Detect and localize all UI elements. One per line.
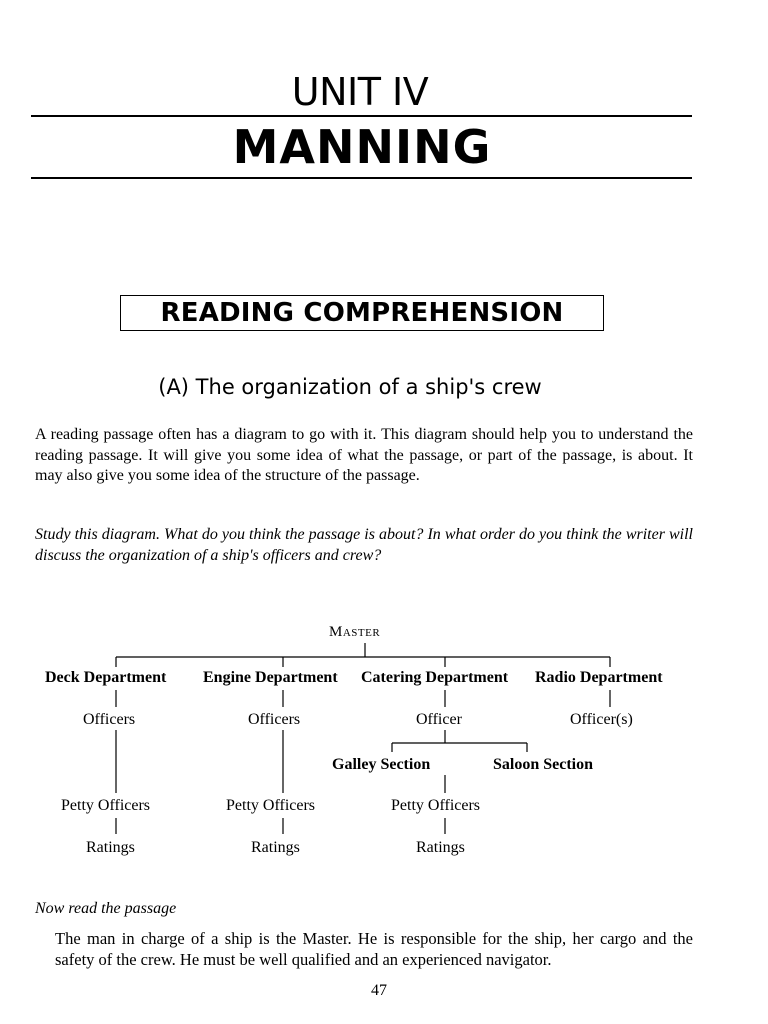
org-deck-department: Deck Department: [45, 669, 167, 686]
subheading: (A) The organization of a ship's crew: [158, 375, 542, 399]
org-catering-officer: Officer: [416, 711, 462, 728]
org-catering-petty-officers: Petty Officers: [391, 797, 481, 814]
org-radio-officers: Officer(s): [570, 711, 633, 728]
org-engine-department: Engine Department: [203, 669, 338, 686]
passage-lead: Now read the passage: [35, 900, 177, 917]
org-catering-ratings: Ratings: [416, 839, 465, 856]
intro-paragraph: A reading passage often has a diagram to go with it. This diagram should help you to understand the reading passage. It will give you some idea of what the passage, or part of the passage, is about. It may also give you some idea of the structure of the passage.: [35, 426, 693, 484]
intro-question: Study this diagram. What do you think the passage is about? In what order do you think the writer will discuss the organization of a ship's officers and crew?: [35, 526, 693, 564]
org-radio-department: Radio Department: [535, 669, 663, 686]
org-saloon-section: Saloon Section: [493, 756, 594, 773]
org-engine-officers: Officers: [248, 711, 301, 728]
org-deck-ratings: Ratings: [86, 839, 135, 856]
unit-title: UNIT IV: [291, 70, 429, 114]
org-engine-petty-officers: Petty Officers: [226, 797, 316, 814]
org-engine-ratings: Ratings: [251, 839, 300, 856]
page-number: 47: [371, 982, 387, 999]
org-master: Master: [329, 624, 381, 640]
org-deck-petty-officers: Petty Officers: [61, 797, 151, 814]
org-catering-department: Catering Department: [361, 669, 509, 686]
chapter-title: MANNING: [232, 120, 492, 174]
section-title: READING COMPREHENSION: [120, 295, 604, 331]
org-deck-officers: Officers: [83, 711, 136, 728]
passage-text: The man in charge of a ship is the Master. He is responsible for the ship, her cargo and the safety of the crew. He must be well qualified and an experienced navigator.: [55, 929, 693, 969]
org-galley-section: Galley Section: [332, 756, 431, 773]
